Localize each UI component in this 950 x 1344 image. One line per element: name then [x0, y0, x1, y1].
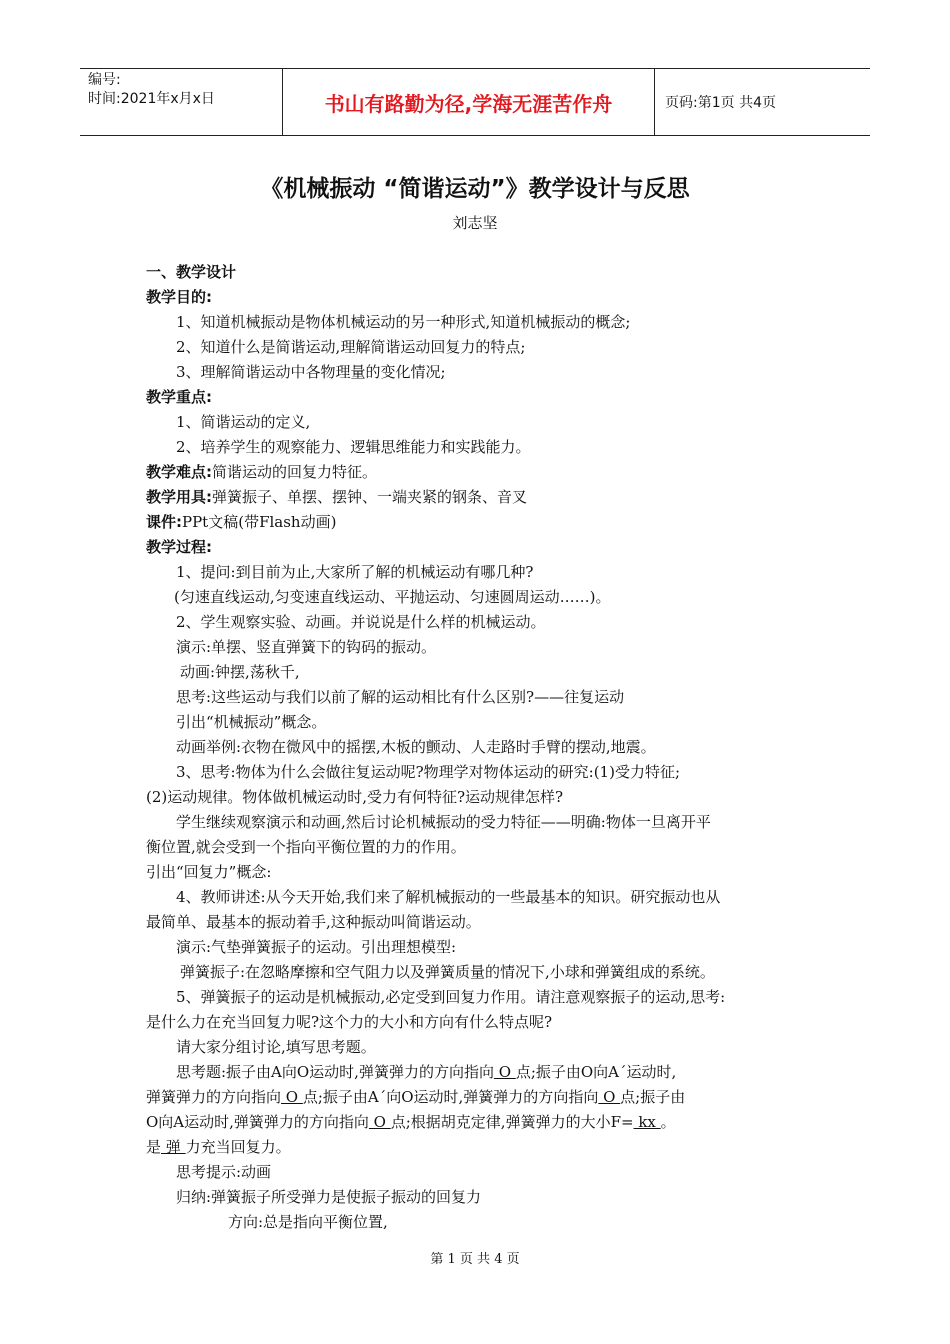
- page-footer: 第 1 页 共 4 页: [430, 1252, 520, 1267]
- label: 教学难点:: [146, 463, 212, 481]
- exercise-line: [146, 1110, 810, 1135]
- fill-blank: O: [598, 1088, 621, 1106]
- text: 点;根据胡克定律,弹簧弹力的大小F=: [390, 1113, 634, 1131]
- fill-blank: O: [493, 1063, 516, 1081]
- courseware-line: [146, 510, 810, 535]
- paragraph: 3、思考:物体为什么会做往复运动呢?物理学对物体运动的研究:(1)受力特征;: [176, 763, 680, 781]
- subheading-goals: 教学目的:: [146, 288, 212, 306]
- paragraph: 2、知道什么是简谐运动,理解简谐运动回复力的特点;: [176, 338, 526, 356]
- exercise-line: [146, 1085, 810, 1110]
- paragraph: 3、理解简谐运动中各物理量的变化情况;: [176, 363, 446, 381]
- text: 。: [660, 1113, 676, 1131]
- paragraph: 衡位置,就会受到一个指向平衡位置的力的作用。: [146, 838, 466, 856]
- paragraph: 动画举例:衣物在微风中的摇摆,木板的颤动、人走路时手臂的摆动,地震。: [176, 738, 656, 756]
- fill-blank: 弹: [161, 1138, 186, 1156]
- paragraph: (2)运动规律。物体做机械运动时,受力有何特征?运动规律怎样?: [146, 788, 564, 806]
- paragraph: 学生继续观察演示和动画,然后讨论机械振动的受力特征——明确:物体一旦离开平: [176, 813, 711, 831]
- paragraph: 思考:这些运动与我们以前了解的运动相比有什么区别?——往复运动: [176, 688, 625, 706]
- paragraph: 引出“机械振动”概念。: [176, 713, 327, 731]
- section-heading: 一、教学设计: [146, 263, 237, 281]
- paragraph: 4、教师讲述:从今天开始,我们来了解机械振动的一些最基本的知识。研究振动也从: [176, 888, 721, 906]
- paragraph: 2、学生观察实验、动画。并说说是什么样的机械运动。: [176, 613, 546, 631]
- author: 刘志坚: [452, 214, 498, 232]
- difficulty-line: [146, 460, 810, 485]
- text: 点;振子由: [620, 1088, 686, 1106]
- text: 点;振子由O向A´运动时,: [515, 1063, 677, 1081]
- text: 力充当回复力。: [185, 1138, 291, 1156]
- paragraph: 请大家分组讨论,填写思考题。: [176, 1038, 376, 1056]
- label: 课件:: [146, 513, 182, 531]
- motto: 书山有路勤为径,学海无涯苦作舟: [283, 69, 655, 135]
- fill-blank: O: [368, 1113, 391, 1131]
- exercise-line: [146, 1060, 810, 1085]
- document-body: [146, 260, 810, 1235]
- paragraph: 思考提示:动画: [176, 1163, 272, 1181]
- paragraph: 方向:总是指向平衡位置,: [228, 1213, 388, 1231]
- text: O向A运动时,弹簧弹力的方向指向: [146, 1113, 369, 1131]
- paragraph: 归纳:弹簧振子所受弹力是使振子振动的回复力: [176, 1188, 482, 1206]
- fill-blank: O: [281, 1088, 303, 1106]
- number-label: 编号:: [88, 72, 121, 88]
- paragraph: 弹簧振子:在忽略摩擦和空气阻力以及弹簧质量的情况下,小球和弹簧组成的系统。: [180, 963, 715, 981]
- text: 点;振子由A´向O运动时,弹簧弹力的方向指向: [302, 1088, 599, 1106]
- header-table: [80, 68, 870, 136]
- text: PPt文稿(带Flash动画): [182, 513, 337, 531]
- exercise-line: [146, 1135, 810, 1160]
- paragraph: 是什么力在充当回复力呢?这个力的大小和方向有什么特点呢?: [146, 1013, 553, 1031]
- text: 思考题:振子由A向O运动时,弹簧弹力的方向指向: [176, 1063, 494, 1081]
- subheading-key-points: 教学重点:: [146, 388, 212, 406]
- paragraph: 动画:钟摆,荡秋千,: [180, 663, 300, 681]
- time-label: 时间:2021年x月x日: [88, 91, 215, 107]
- text: 是: [146, 1138, 162, 1156]
- paragraph: 1、简谐运动的定义,: [176, 413, 311, 431]
- label: 教学用具:: [146, 488, 212, 506]
- paragraph: 5、弹簧振子的运动是机械振动,必定受到回复力作用。请注意观察振子的运动,思考:: [176, 988, 726, 1006]
- subheading-process: 教学过程:: [146, 538, 212, 556]
- page-info: 页码:第1页 共4页: [665, 95, 776, 111]
- text: 弹簧弹力的方向指向: [146, 1088, 282, 1106]
- paragraph: 演示:单摆、竖直弹簧下的钩码的振动。: [176, 638, 437, 656]
- header-left-cell: [80, 69, 283, 135]
- document-title: 《机械振动 “简谐运动”》教学设计与反思: [260, 176, 690, 202]
- text: 弹簧振子、单摆、摆钟、一端夹紧的钢条、音叉: [212, 488, 528, 506]
- paragraph: (匀速直线运动,匀变速直线运动、平抛运动、匀速圆周运动……)。: [174, 588, 611, 606]
- paragraph: 1、知道机械振动是物体机械运动的另一种形式,知道机械振动的概念;: [176, 313, 631, 331]
- paragraph: 2、培养学生的观察能力、逻辑思维能力和实践能力。: [176, 438, 531, 456]
- text: 简谐运动的回复力特征。: [212, 463, 378, 481]
- paragraph: 引出“回复力”概念:: [146, 863, 272, 881]
- paragraph: 最简单、最基本的振动着手,这种振动叫简谐运动。: [146, 913, 481, 931]
- paragraph: 1、提问:到目前为止,大家所了解的机械运动有哪几种?: [176, 563, 534, 581]
- paragraph: 演示:气垫弹簧振子的运动。引出理想模型:: [176, 938, 457, 956]
- fill-blank: kx: [633, 1113, 661, 1131]
- tools-line: [146, 485, 810, 510]
